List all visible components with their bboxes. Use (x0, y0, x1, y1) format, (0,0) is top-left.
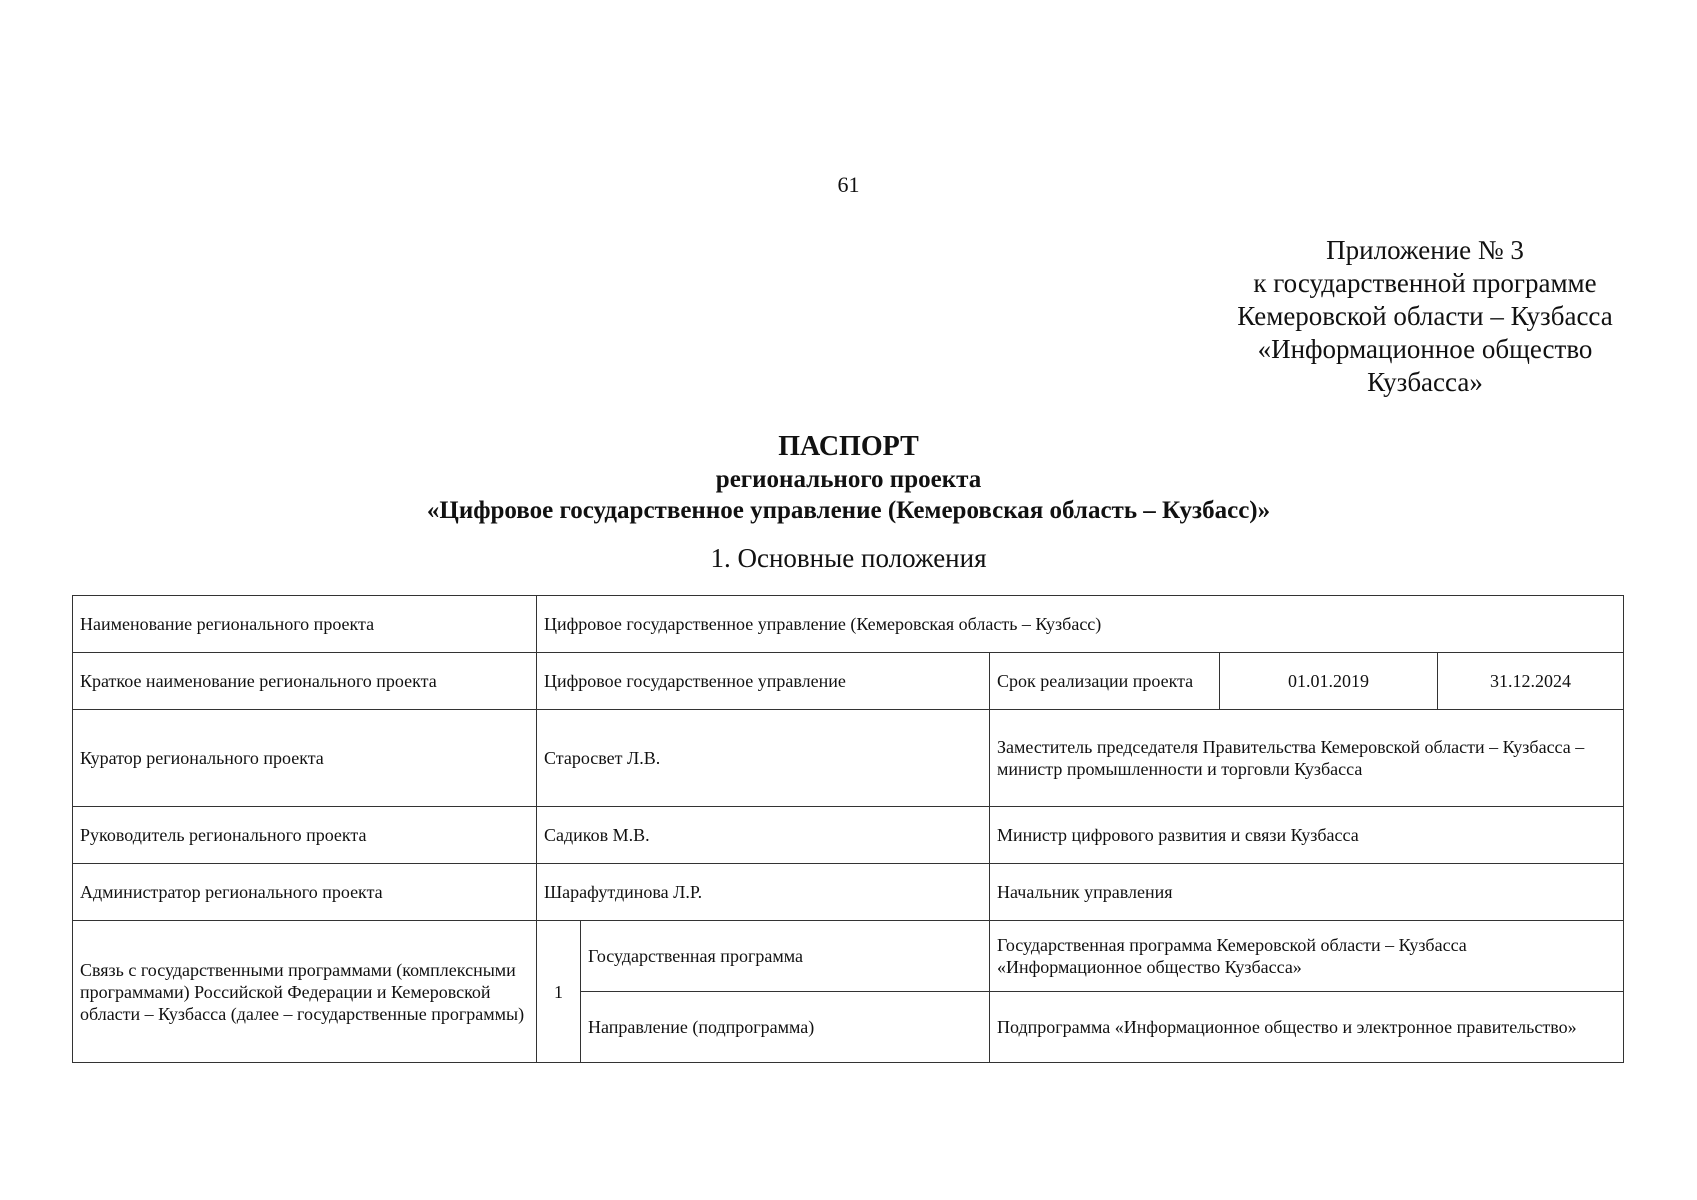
end-date: 31.12.2024 (1438, 653, 1624, 710)
table-row (73, 653, 1624, 710)
appendix-line: Кемеровской области – Кузбасса (1237, 301, 1613, 331)
appendix-line: Кузбасса» (1367, 367, 1483, 397)
curator-name: Старосвет Л.В. (537, 710, 990, 807)
page-number: 61 (837, 172, 860, 197)
direction-label: Направление (подпрограмма) (581, 992, 990, 1063)
term-label: Срок реализации проекта (990, 653, 1220, 710)
section-title: 1. Основные положения (710, 543, 987, 573)
start-date: 01.01.2019 (1220, 653, 1438, 710)
table-row (73, 596, 1624, 653)
row-label: Администратор регионального проекта (73, 864, 537, 921)
title-project-name: «Цифровое государственное управление (Кемеровская область – Кузбасс)» (426, 497, 1271, 524)
administrator-name: Шарафутдинова Л.Р. (537, 864, 990, 921)
title-subtitle: регионального проекта (715, 466, 982, 493)
row-label: Наименование регионального проекта (73, 596, 537, 653)
passport-table (72, 595, 1624, 1063)
appendix-line: к государственной программе (1253, 268, 1597, 298)
table-row (73, 807, 1624, 864)
program-number: 1 (537, 921, 581, 1063)
appendix-line: «Информационное общество (1257, 334, 1593, 364)
row-label: Руководитель регионального проекта (73, 807, 537, 864)
program-label: Государственная программа (581, 921, 990, 992)
administrator-position: Начальник управления (990, 864, 1624, 921)
appendix-line: Приложение № 3 (1326, 235, 1524, 265)
program-value: Государственная программа Кемеровской области – Кузбасса «Информационное общество Кузбасса» (990, 921, 1624, 992)
row-label: Краткое наименование регионального проекта (73, 653, 537, 710)
table-row (73, 864, 1624, 921)
table-row (73, 710, 1624, 807)
project-name-value: Цифровое государственное управление (Кемеровская область – Кузбасс) (537, 596, 1624, 653)
document-title (0, 430, 1697, 526)
row-label: Куратор регионального проекта (73, 710, 537, 807)
short-name-value: Цифровое государственное управление (537, 653, 990, 710)
table-row (73, 921, 1624, 992)
appendix-reference (1190, 234, 1660, 399)
leader-name: Садиков М.В. (537, 807, 990, 864)
curator-position: Заместитель председателя Правительства Кемеровской области – Кузбасса – министр промышленности и торговли Кузбасса (990, 710, 1624, 807)
direction-value: Подпрограмма «Информационное общество и электронное правительство» (990, 992, 1624, 1063)
row-label: Связь с государственными программами (комплексными программами) Российской Федерации и Кемеровской области – Кузбасса (далее – государственные программы) (73, 921, 537, 1063)
leader-position: Министр цифрового развития и связи Кузбасса (990, 807, 1624, 864)
title-passport: ПАСПОРТ (778, 431, 919, 462)
